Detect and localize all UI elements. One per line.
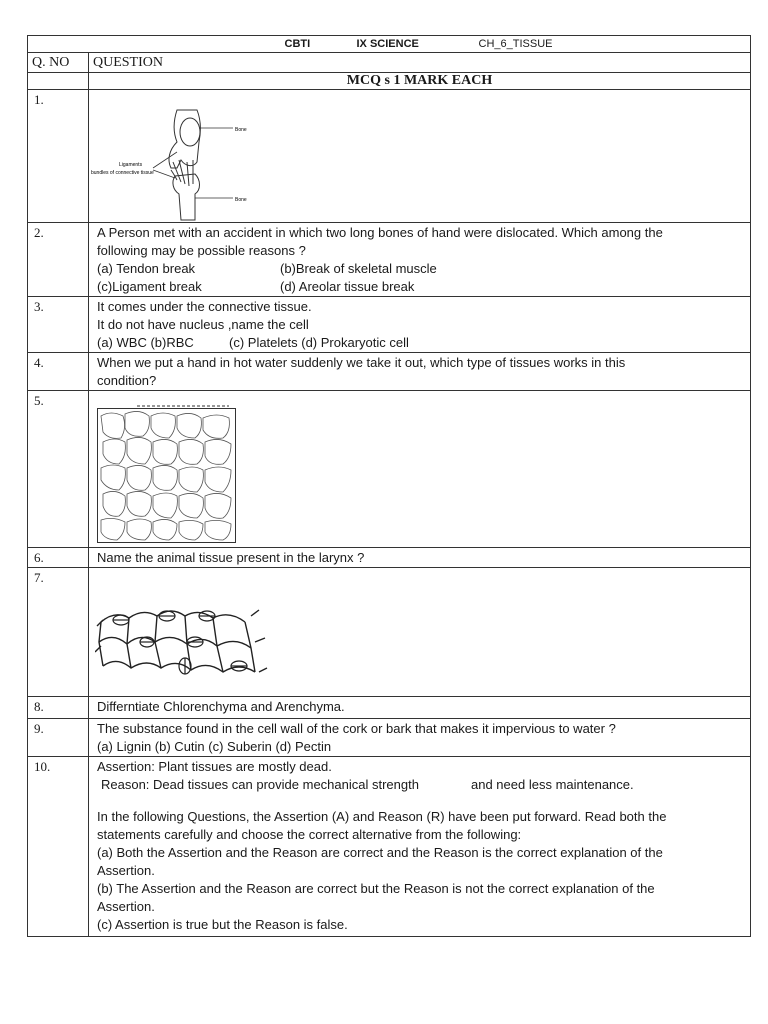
question-row-3	[28, 297, 751, 353]
option-cd: (c) Platelets (d) Prokaryotic cell	[229, 335, 409, 350]
instruction-text: statements carefully and choose the correct alternative from the following:	[97, 827, 522, 842]
option-d: (d) Areolar tissue break	[280, 279, 415, 294]
question-number: 9.	[28, 719, 89, 757]
question-text: It do not have nucleus ,name the cell	[97, 317, 309, 332]
question-table	[27, 35, 751, 937]
choice-a-cont: Assertion.	[97, 863, 155, 878]
instruction-text: In the following Questions, the Assertion (A) and Reason (R) have been put forward. Read both the	[97, 809, 667, 824]
question-row-5	[28, 391, 751, 548]
option-b: (b)Break of skeletal muscle	[280, 261, 437, 276]
section-title-row	[28, 73, 751, 90]
choice-b: (b) The Assertion and the Reason are correct but the Reason is not the correct explanation of the	[97, 881, 655, 896]
question-row-9	[28, 719, 751, 757]
worksheet	[27, 35, 750, 937]
epidermis-stomata-figure	[95, 602, 270, 692]
question-number: 5.	[28, 391, 89, 548]
question-row-10	[28, 757, 751, 937]
header-row	[28, 36, 751, 53]
question-number: 10.	[28, 757, 89, 937]
question-number: 2.	[28, 223, 89, 297]
assertion-text: Assertion: Plant tissues are mostly dead.	[97, 759, 332, 774]
reason-text: Reason: Dead tissues can provide mechanical strength	[101, 777, 419, 792]
question-text: It comes under the connective tissue.	[97, 299, 312, 314]
question-row-4	[28, 353, 751, 391]
question-number: 7.	[28, 568, 89, 697]
option-a: (a) Tendon break	[97, 261, 196, 276]
question-text: Differntiate Chlorenchyma and Arenchyma.	[97, 699, 345, 714]
option-c: (c)Ligament break	[97, 279, 202, 294]
knee-joint-figure	[89, 102, 259, 222]
question-text: The substance found in the cell wall of the cork or bark that makes it impervious to water ?	[97, 721, 616, 736]
label-ligaments: Ligaments	[119, 162, 143, 168]
column-header-row	[28, 53, 751, 73]
school-name: CBTI	[284, 38, 311, 50]
question-text: A Person met with an accident in which two long bones of hand were dislocated. Which among the	[97, 225, 663, 240]
reason-text-cont: and need less maintenance.	[471, 777, 634, 792]
question-number: 8.	[28, 697, 89, 719]
section-title: MCQ s 1 MARK EACH	[89, 73, 751, 90]
option-ab: (a) WBC (b)RBC	[97, 335, 194, 350]
chapter-name: CH_6_TISSUE	[478, 38, 553, 50]
question-text: When we put a hand in hot water suddenly we take it out, which type of tissues works in this	[97, 355, 626, 370]
label-connective: bundles of connective tissue	[91, 170, 154, 176]
question-number: 1.	[28, 90, 89, 223]
question-row-6	[28, 548, 751, 568]
class-name: IX SCIENCE	[356, 38, 419, 50]
question-row-1	[28, 90, 751, 223]
question-number: 3.	[28, 297, 89, 353]
question-text: following may be possible reasons ?	[97, 243, 306, 258]
choice-b-cont: Assertion.	[97, 899, 155, 914]
label-bone-top: Bone	[235, 127, 247, 133]
col-question: QUESTION	[89, 53, 751, 73]
label-bone-bottom: Bone	[235, 197, 247, 203]
question-text: condition?	[97, 373, 157, 388]
question-text: Name the animal tissue present in the larynx ?	[97, 550, 365, 565]
question-number: 6.	[28, 548, 89, 568]
choice-a: (a) Both the Assertion and the Reason are correct and the Reason is the correct explanation of the	[97, 845, 663, 860]
question-row-2	[28, 223, 751, 297]
choice-c: (c) Assertion is true but the Reason is false.	[97, 917, 348, 932]
parenchyma-figure	[97, 404, 239, 544]
options: (a) Lignin (b) Cutin (c) Suberin (d) Pectin	[97, 739, 332, 754]
question-number: 4.	[28, 353, 89, 391]
col-qno: Q. NO	[28, 53, 89, 73]
question-row-7	[28, 568, 751, 697]
question-row-8	[28, 697, 751, 719]
